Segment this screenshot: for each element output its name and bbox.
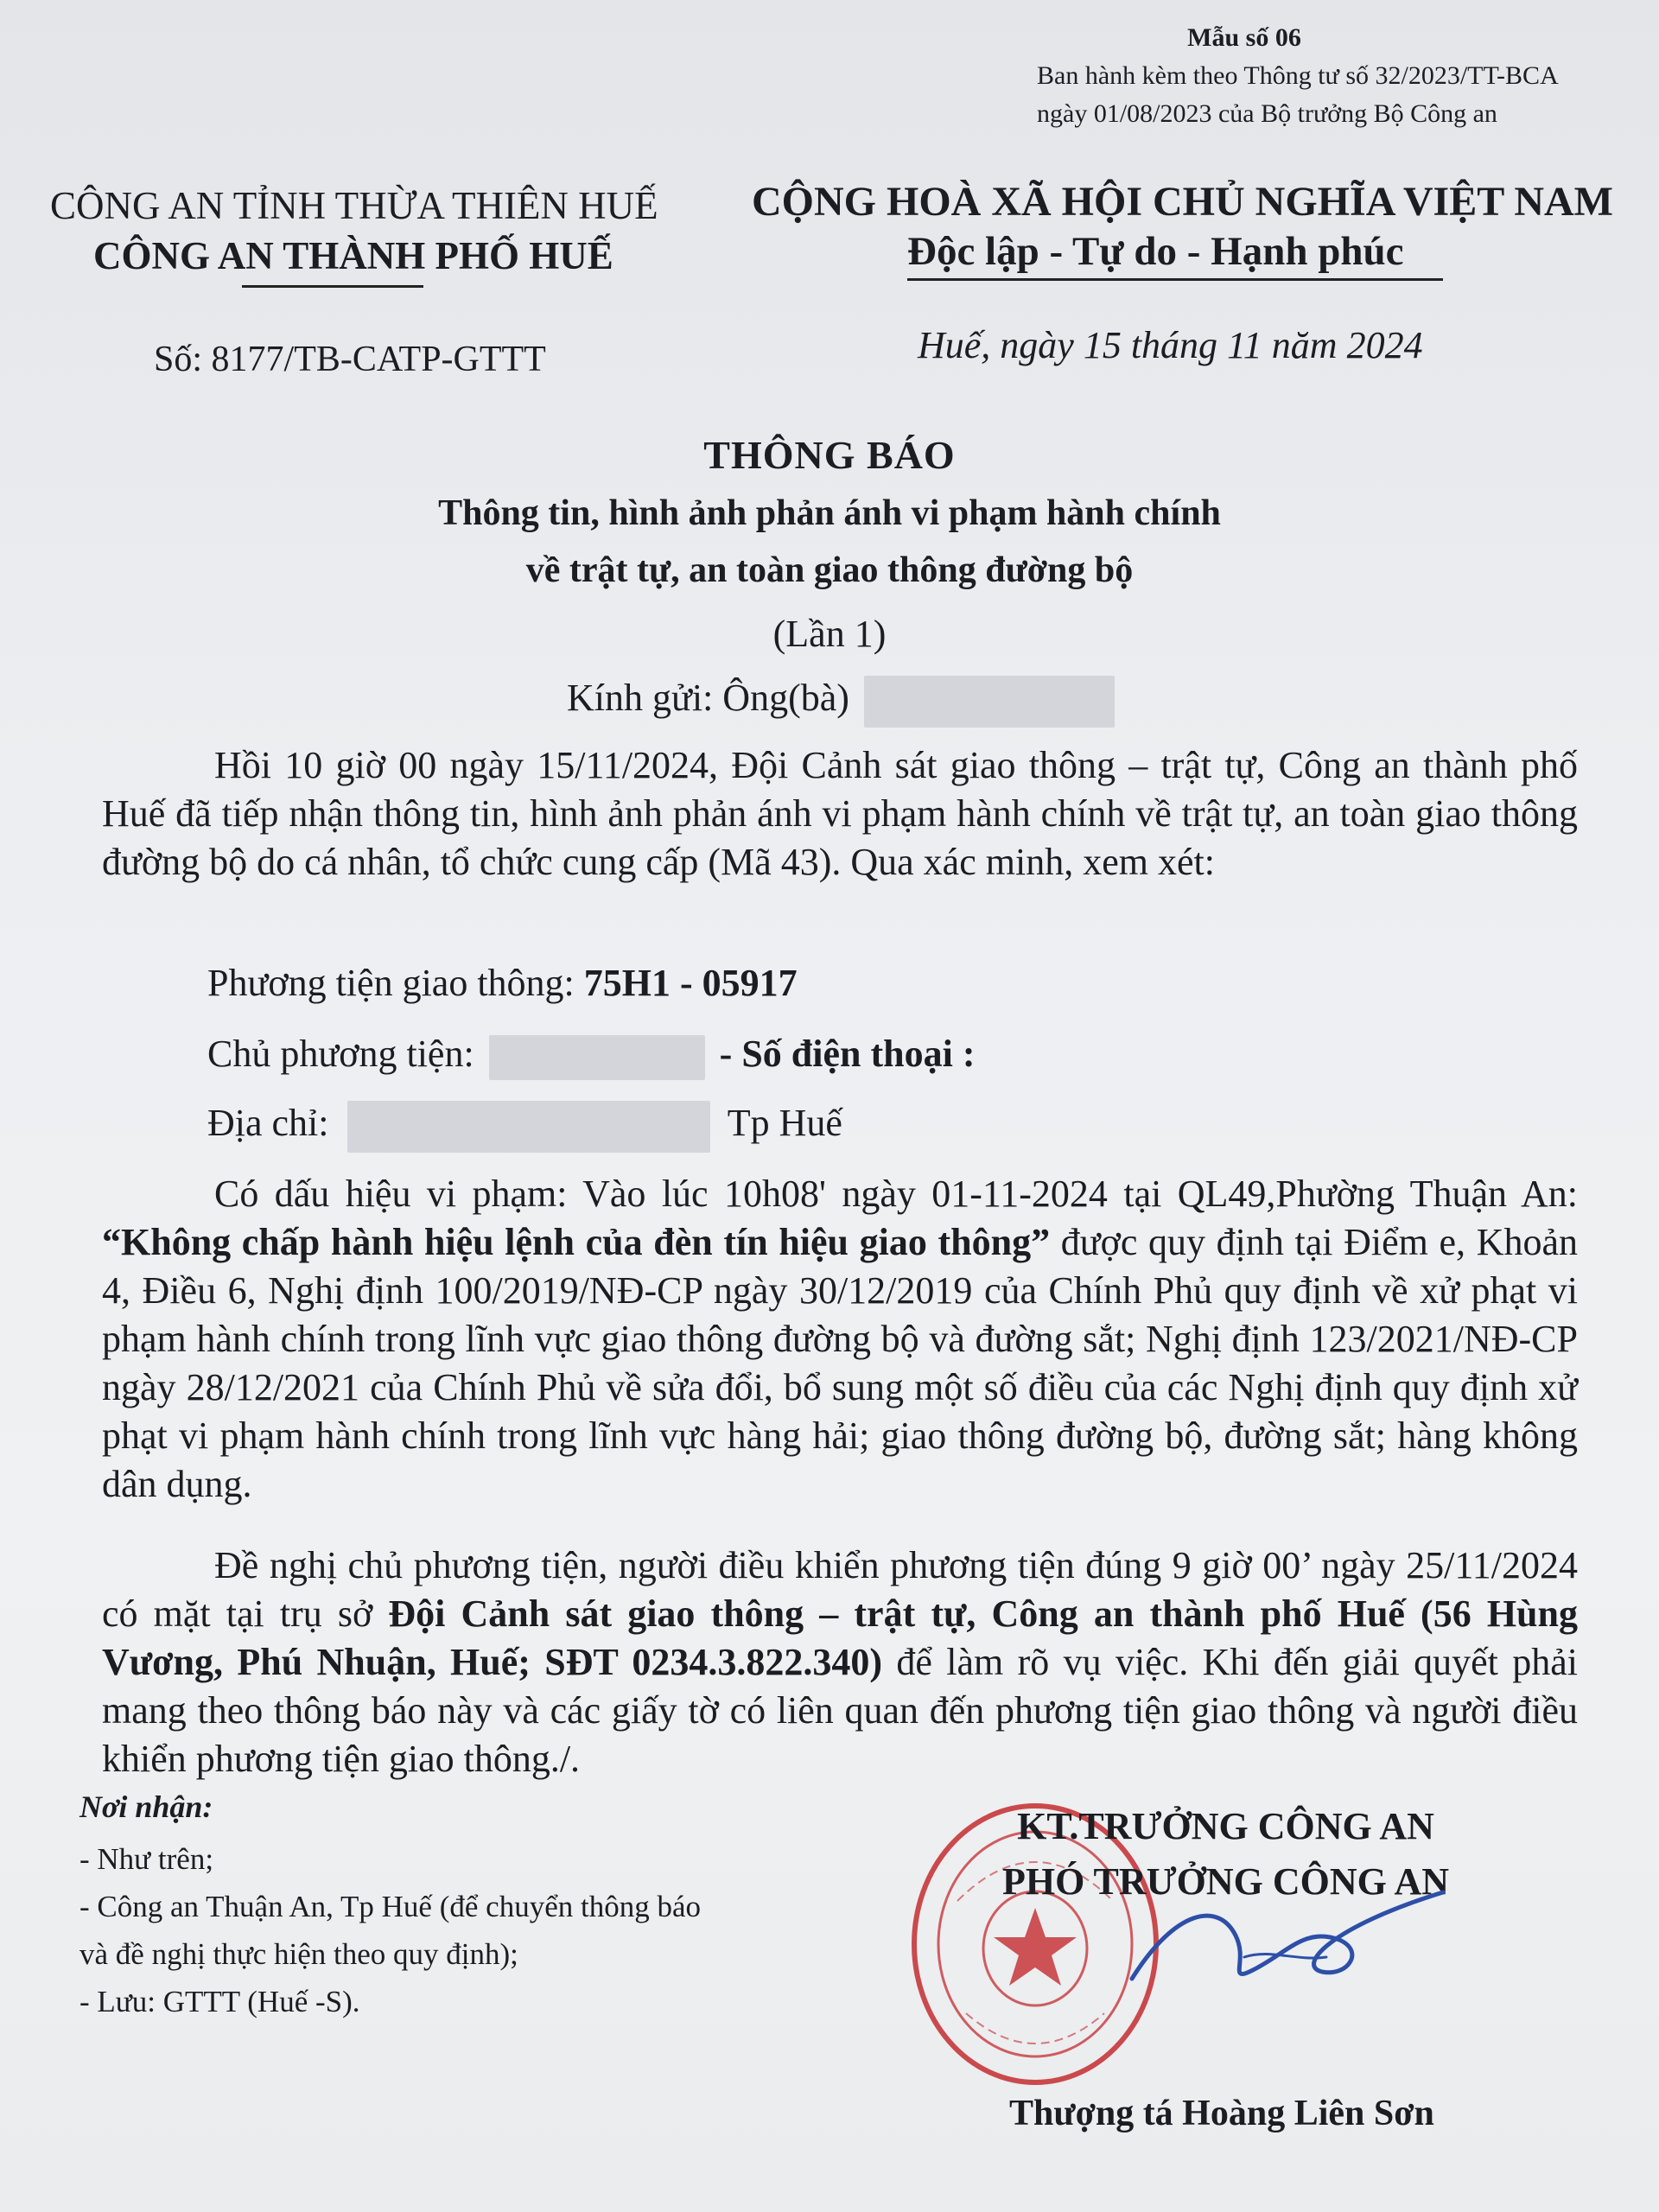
intro-paragraph: Hồi 10 giờ 00 ngày 15/11/2024, Đội Cảnh sát giao thông – trật tự, Công an thành phố Huế đã tiếp nhận thông tin, hình ảnh phản ánh vi phạm hành chính về trật tự, an toàn giao thông đường bộ do cá nhân, tổ chức cung cấp (Mã 43). Qua xác minh, xem xét:: [102, 744, 1578, 883]
violation-prefix: Có dấu hiệu vi phạm: Vào lúc 10h08' ngày 01-11-2024 tại QL49,Phường Thuận An:: [214, 1173, 1578, 1215]
request-suffix: để làm rõ vụ việc. Khi đến giải quyết phải mang theo thông báo này và các giấy tờ có liên quan đến phương tiện giao thông và người điều khiển phương tiện giao thông./.: [102, 1641, 1578, 1780]
agency-name: CÔNG AN THÀNH PHỐ HUẾ: [93, 234, 613, 277]
document-number: Số: 8177/TB-CATP-GTTT: [154, 340, 546, 379]
violation-paragraph: [102, 1170, 1578, 1509]
request-paragraph: [102, 1541, 1578, 1783]
motto-underline: [907, 278, 1443, 281]
recipients-item: - Như trên;: [79, 1842, 214, 1876]
signer-name: Thượng tá Hoàng Liên Sơn: [1009, 2094, 1434, 2133]
form-number: Mẫu số 06: [1187, 23, 1301, 52]
recipient-line: [567, 676, 1115, 728]
agency-parent: CÔNG AN TỈNH THỪA THIÊN HUẾ: [50, 184, 658, 227]
phone-label: - Số điện thoại :: [719, 1033, 976, 1075]
vehicle-line: [207, 961, 798, 1005]
signature-title-line2: PHÓ TRƯỞNG CÔNG AN: [1002, 1860, 1450, 1903]
vehicle-plate: 75H1 - 05917: [583, 962, 798, 1004]
recipient-label: Kính gửi: Ông(bà): [567, 677, 849, 720]
form-reference: [1037, 19, 1559, 133]
document-title: THÔNG BÁO: [703, 433, 956, 477]
issued-with-line2: ngày 01/08/2023 của Bộ trưởng Bộ Công an: [1037, 99, 1497, 128]
document-subtitle-2: về trật tự, an toàn giao thông đường bộ: [525, 550, 1134, 590]
address-redacted: [347, 1101, 710, 1153]
request-prefix: Đề nghị chủ phương tiện, người điều khiển phương tiện đúng 9 giờ 00’ ngày 25/11/2024 có mặt tại trụ sở: [102, 1544, 1578, 1635]
national-motto: Độc lập - Tự do - Hạnh phúc: [907, 229, 1404, 274]
recipient-name-redacted: [864, 676, 1115, 728]
owner-name-redacted: [489, 1035, 705, 1080]
recipients-item: - Lưu: GTTT (Huế -S).: [79, 1985, 360, 2018]
recipients-title: Nơi nhận:: [79, 1789, 213, 1824]
owner-label: Chủ phương tiện:: [207, 1033, 474, 1075]
agency-underline: [242, 285, 423, 288]
violation-description: “Không chấp hành hiệu lệnh của đèn tín hiệu giao thông”: [102, 1221, 1051, 1263]
vehicle-label: Phương tiện giao thông:: [207, 962, 575, 1004]
address-label: Địa chỉ:: [207, 1102, 329, 1145]
violation-legal-basis: được quy định tại Điểm e, Khoản 4, Điều 6, Nghị định 100/2019/NĐ-CP ngày 30/12/2019 của Chính Phủ quy định về xử phạt vi phạm hành chính trong lĩnh vực giao thông đường bộ và đường sắt; Nghị định 123/2021/NĐ-CP ngày 28/12/2021 của Chính Phủ về sửa đổi, bổ sung một số điều của các Nghị định quy định xử phạt vi phạm hành chính trong lĩnh vực hàng hải; giao thông đường bộ, đường sắt; hàng không dân dụng.: [102, 1221, 1578, 1505]
notice-round: (Lần 1): [772, 613, 887, 655]
request-office: Đội Cảnh sát giao thông – trật tự, Công an thành phố Huế (56 Hùng Vương, Phú Nhuận, Huế; SĐT 0234.3.822.340): [102, 1592, 1578, 1683]
recipients-item: - Công an Thuận An, Tp Huế (để chuyển thông báo: [79, 1890, 701, 1923]
signature-title-line1: KT.TRƯỞNG CÔNG AN: [1017, 1805, 1434, 1847]
address-city: Tp Huế: [727, 1102, 842, 1145]
recipients-item: và đề nghị thực hiện theo quy định);: [79, 1937, 518, 1971]
owner-line: [207, 1032, 976, 1080]
nation-name: CỘNG HOÀ XÃ HỘI CHỦ NGHĨA VIỆT NAM: [752, 179, 1613, 225]
recipients-list: [79, 1835, 701, 2025]
issued-with-line1: Ban hành kèm theo Thông tư số 32/2023/TT-BCA: [1037, 61, 1559, 90]
handwritten-signature: [1123, 1875, 1452, 2005]
address-line: [207, 1101, 842, 1153]
place-date: Huế, ngày 15 tháng 11 năm 2024: [918, 324, 1423, 366]
document-subtitle-1: Thông tin, hình ảnh phản ánh vi phạm hành chính: [438, 493, 1221, 533]
